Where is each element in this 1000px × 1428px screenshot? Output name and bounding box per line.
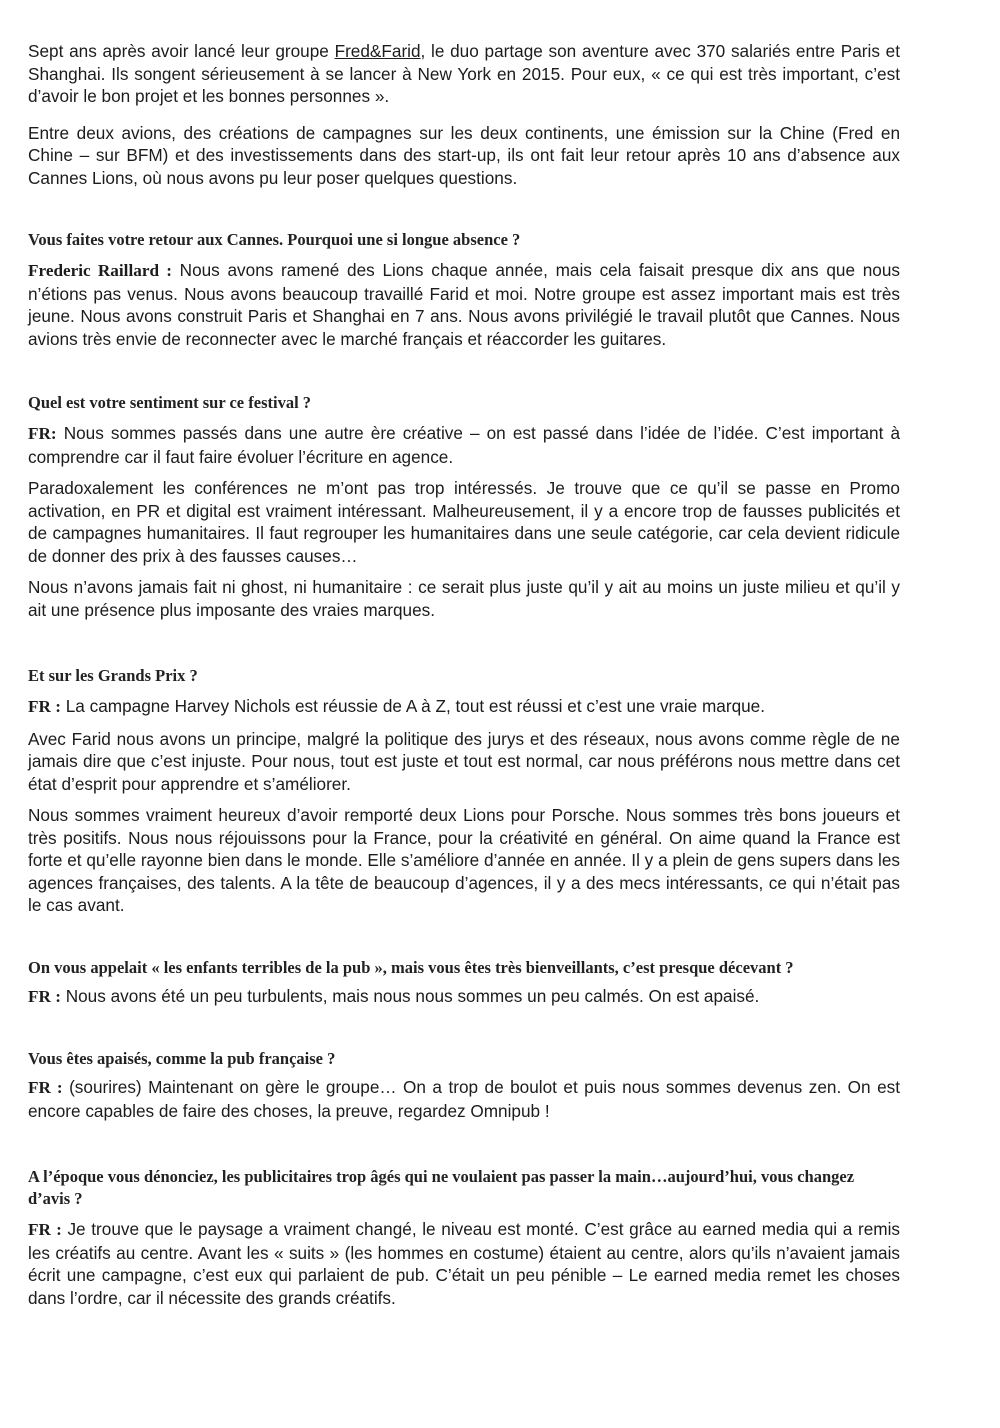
answer-paragraph — [28, 985, 900, 1009]
intro-text-before: Sept ans après avoir lancé leur groupe — [28, 41, 335, 61]
question-heading: A l’époque vous dénonciez, les publicitaires trop âgés qui ne voulaient pas passer la main…aujourd’hui, vous changez d’avis ? — [28, 1167, 855, 1208]
answer-text: (sourires) Maintenant on gère le groupe… On a trop de boulot et puis nous sommes devenus zen. On est encore capables de faire des choses, la preuve, regardez Omnipub ! — [28, 1077, 900, 1121]
intro-paragraph-2: Entre deux avions, des créations de campagnes sur les deux continents, une émission sur la Chine (Fred en Chine – sur BFM) et des investissements dans des start-up, ils ont fait leur retour après 10 ans d’absence aux Cannes Lions, où nous avons pu leur poser quelques questions. — [28, 122, 900, 188]
answer-text: Nous avons été un peu turbulents, mais nous nous sommes un peu calmés. On est apaisé. — [60, 985, 760, 1006]
qa-section-enfants-terribles — [28, 957, 900, 1009]
answer-paragraph — [28, 695, 900, 719]
qa-section-festival — [28, 392, 900, 621]
answer-paragraph — [28, 422, 900, 468]
intro-paragraph-1 — [28, 40, 900, 108]
speaker-label: FR : — [28, 1078, 63, 1097]
speaker-label: Frederic Raillard : — [28, 261, 172, 280]
answer-paragraph-3: Nous n’avons jamais fait ni ghost, ni humanitaire : ce serait plus juste qu’il y ait au moins un juste milieu et qu’il y ait une présence plus imposante des vraies marques. — [28, 577, 900, 620]
speaker-label: FR : — [28, 697, 61, 716]
qa-section-grands-prix — [28, 665, 900, 917]
question-heading: Vous êtes apaisés, comme la pub française ? — [28, 1049, 336, 1068]
qa-section-return — [28, 229, 900, 350]
answer-paragraph — [28, 1076, 900, 1122]
answer-paragraph — [28, 259, 900, 350]
answer-text: Je trouve que le paysage a vraiment changé, le niveau est monté. C’est grâce au earned media qui a remis les créatifs au centre. Avant les « suits » (les hommes en costume) étaient au centre, alors qu’ils n’avaient jamais écrit une campagne, c’est eux qui parlaient de pub. C’était un peu pénible – Le earned media remet les choses dans l’ordre, car il nécessite des grands créatifs. — [28, 1219, 900, 1308]
qa-section-apaises — [28, 1048, 900, 1122]
answer-paragraph-2: Avec Farid nous avons un principe, malgré la politique des jurys et des réseaux, nous avons comme règle de ne jamais dire que c’est injuste. Pour nous, tout est juste et tout est normal, car nous préférons nous mettre dans cet état d’esprit pour apprendre et s’améliorer. — [28, 728, 900, 794]
speaker-label: FR: — [28, 424, 57, 443]
article-body — [28, 40, 900, 1309]
answer-text: Nous sommes passés dans une autre ère créative – on est passé dans l’idée de l’idée. C’est important à comprendre car il faut faire évoluer l’écriture en agence. — [28, 423, 900, 467]
answer-paragraph-3: Nous sommes vraiment heureux d’avoir remporté deux Lions pour Porsche. Nous sommes très bons joueurs et très positifs. Nous nous réjouissons pour la France, pour la créativité en général. On aime quand la France est forte et qu’elle rayonne bien dans le monde. Elle s’améliore d’année en année. Il y a plein de gens supers dans les agences françaises, des talents. A la tête de beaucoup d’agences, il y a des mecs intéressants, ce qui n’était pas le cas avant. — [28, 805, 900, 915]
speaker-label: FR : — [28, 1220, 62, 1239]
speaker-label: FR : — [28, 986, 61, 1006]
answer-text: Nous avons ramené des Lions chaque année, mais cela faisait presque dix ans que nous n’étions pas venus. Nous avons beaucoup travaillé Farid et moi. Notre groupe est assez important mais est très jeune. Nous avons construit Paris et Shanghai en 7 ans. Nous avons privilégié le travail plutôt que Cannes. Nous avions très envie de reconnecter avec le marché français et réaccorder les guitares. — [28, 260, 900, 349]
intro-text-after: , le duo partage son aventure avec 370 salariés entre Paris et Shanghai. Ils songent sérieusement à se lancer à New York en 2015. Pour eux, « ce qui est très important, c’est d’avoir le bon projet et les bonnes personnes ». — [28, 41, 900, 106]
question-heading: Et sur les Grands Prix ? — [28, 666, 198, 685]
answer-paragraph-2: Paradoxalement les conférences ne m’ont pas trop intéressés. Je trouve que ce qu’il se passe en Promo activation, en PR et digital est vraiment intéressant. Malheureusement, il y a encore trop de fausses publicités et de campagnes humanitaires. Il faut regrouper les humanitaires dans une seule catégorie, car cela devient ridicule de donner des prix à des fausses causes… — [28, 478, 900, 566]
qa-section-epoque — [28, 1166, 900, 1309]
answer-text: La campagne Harvey Nichols est réussie de A à Z, tout est réussi et c’est une vraie marque. — [60, 696, 766, 716]
answer-paragraph — [28, 1218, 900, 1309]
brand-link-fred-farid[interactable]: Fred&Farid — [334, 41, 421, 61]
question-heading: Vous faites votre retour aux Cannes. Pourquoi une si longue absence ? — [28, 230, 521, 249]
question-heading: On vous appelait « les enfants terribles de la pub », mais vous êtes très bienveillants, c’est presque décevant ? — [28, 957, 794, 977]
question-heading: Quel est votre sentiment sur ce festival ? — [28, 393, 312, 412]
